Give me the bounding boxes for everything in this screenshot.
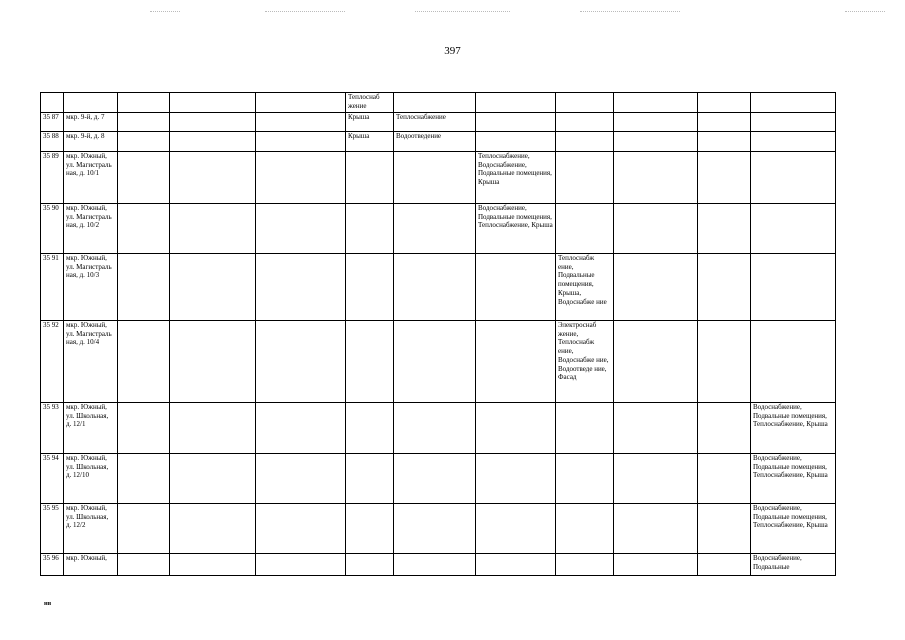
cell-empty [614,403,698,454]
cell-work-type [476,504,556,554]
cell-work-type [556,454,614,504]
cell-empty [118,204,170,254]
cell-empty [614,504,698,554]
cell-work-type: Теплоснабжение [394,113,476,132]
cell-number: 35 93 [41,403,64,454]
cell-work-type [346,504,394,554]
cell-work-type [394,554,476,576]
cell-work-type: Водоснабжение, Подвальные помещения, Теплоснабжение, Крыша [751,454,836,504]
cell-empty [256,403,346,454]
cell-empty [256,93,346,113]
cell-address: мкр. Южный, ул. Школьная, д. 12/1 [64,403,118,454]
cell-empty [170,504,256,554]
cell-work-type [394,93,476,113]
cell-work-type [346,554,394,576]
cell-address: мкр. Южный, ул. Магистраль ная, д. 10/1 [64,152,118,204]
cell-empty [170,403,256,454]
table-row [41,152,836,204]
cell-work-type [394,403,476,454]
cell-empty [698,454,751,504]
cell-work-type: Крыша [346,132,394,152]
cell-work-type: Водоснабжение, Подвальные помещения, Теплоснабжение, Крыша [476,204,556,254]
cell-empty [614,113,698,132]
cell-work-type [394,254,476,321]
cell-empty [118,132,170,152]
cell-number: 35 95 [41,504,64,554]
cell-number: 35 92 [41,321,64,403]
cell-work-type [751,113,836,132]
data-table [40,92,836,576]
cell-empty [256,454,346,504]
cell-work-type [476,113,556,132]
cell-empty [170,454,256,504]
cell-number: 35 91 [41,254,64,321]
cell-work-type [556,152,614,204]
cell-work-type: Электроснаб жение, Теплоснабж ение, Водоснабже ние, Водоотведе ние, Фасад [556,321,614,403]
cell-address: мкр. Южный, ул. Школьная, д. 12/10 [64,454,118,504]
cell-work-type: Водоснабжение, Подвальные помещения, Теплоснабжение, Крыша [751,504,836,554]
cell-empty [698,204,751,254]
scan-artifact [580,11,680,13]
cell-work-type [556,204,614,254]
cell-work-type [346,403,394,454]
table-row [41,93,836,113]
cell-address: мкр. 9-й, д. 8 [64,132,118,152]
cell-empty [614,204,698,254]
cell-address: мкр. 9-й, д. 7 [64,113,118,132]
cell-empty [698,113,751,132]
table-row [41,113,836,132]
table-row [41,204,836,254]
cell-work-type [476,403,556,454]
cell-empty [118,454,170,504]
cell-work-type [476,321,556,403]
cell-empty [614,132,698,152]
cell-work-type [751,152,836,204]
cell-work-type [751,254,836,321]
cell-number: 35 87 [41,113,64,132]
cell-empty [118,504,170,554]
cell-work-type: Теплоснабж ение, Подвальные помещения, Крыша, Водоснабже ние [556,254,614,321]
cell-address: мкр. Южный, ул. Магистраль ная, д. 10/4 [64,321,118,403]
cell-empty [698,554,751,576]
cell-work-type [476,132,556,152]
scan-artifact [265,11,345,13]
cell-empty [170,554,256,576]
cell-number: 35 89 [41,152,64,204]
cell-address [64,93,118,113]
cell-empty [170,204,256,254]
table-body [41,93,836,576]
cell-empty [118,254,170,321]
cell-empty [698,93,751,113]
cell-empty [614,254,698,321]
cell-work-type: Водоотведение [394,132,476,152]
table-row [41,132,836,152]
cell-work-type [751,321,836,403]
cell-work-type [476,554,556,576]
table-row [41,321,836,403]
cell-empty [170,152,256,204]
cell-work-type: Водоснабжение, Подвальные [751,554,836,576]
cell-empty [170,113,256,132]
cell-work-type [751,132,836,152]
table-row [41,554,836,576]
cell-work-type [394,454,476,504]
cell-work-type [346,454,394,504]
cell-empty [256,132,346,152]
cell-empty [256,152,346,204]
cell-empty [118,554,170,576]
cell-empty [698,403,751,454]
cell-empty [118,93,170,113]
scan-artifact [415,11,510,13]
cell-number: 35 88 [41,132,64,152]
cell-empty [614,321,698,403]
cell-work-type [556,113,614,132]
cell-empty [698,504,751,554]
cell-work-type [556,504,614,554]
cell-empty [170,321,256,403]
cell-empty [256,504,346,554]
cell-address: мкр. Южный, ул. Магистраль ная, д. 10/3 [64,254,118,321]
cell-work-type [476,93,556,113]
cell-empty [256,204,346,254]
cell-empty [118,403,170,454]
table-row [41,454,836,504]
cell-work-type: Теплоснаб жение [346,93,394,113]
cell-work-type [556,554,614,576]
page-number: 397 [444,45,461,57]
cell-work-type [346,204,394,254]
cell-empty [170,254,256,321]
cell-work-type [556,403,614,454]
cell-work-type: Крыша [346,113,394,132]
cell-work-type: Водоснабжение, Подвальные помещения, Теплоснабжение, Крыша [751,403,836,454]
cell-number: 35 96 [41,554,64,576]
scan-artifact [150,11,180,13]
footer-mark: нв [44,600,52,607]
cell-empty [256,321,346,403]
cell-empty [698,132,751,152]
table-row [41,403,836,454]
cell-empty [614,554,698,576]
cell-empty [614,152,698,204]
table-row [41,504,836,554]
cell-work-type [394,152,476,204]
cell-work-type [394,321,476,403]
cell-work-type [394,504,476,554]
cell-address: мкр. Южный, [64,554,118,576]
cell-empty [614,93,698,113]
cell-work-type [751,204,836,254]
cell-work-type [476,454,556,504]
cell-work-type [394,204,476,254]
cell-number [41,93,64,113]
cell-address: мкр. Южный, ул. Школьная, д. 12/2 [64,504,118,554]
cell-work-type: Теплоснабжение, Водоснабжение, Подвальные помещения, Крыша [476,152,556,204]
cell-work-type [476,254,556,321]
cell-empty [698,152,751,204]
cell-empty [256,554,346,576]
cell-empty [170,132,256,152]
cell-work-type [346,321,394,403]
cell-work-type [556,132,614,152]
cell-work-type [556,93,614,113]
cell-address: мкр. Южный, ул. Магистраль ная, д. 10/2 [64,204,118,254]
cell-empty [256,254,346,321]
cell-empty [170,93,256,113]
cell-empty [614,454,698,504]
cell-empty [698,321,751,403]
cell-empty [118,152,170,204]
cell-empty [118,321,170,403]
cell-number: 35 94 [41,454,64,504]
scan-artifact [845,11,885,13]
cell-number: 35 90 [41,204,64,254]
cell-empty [118,113,170,132]
cell-work-type [346,254,394,321]
cell-empty [698,254,751,321]
cell-work-type [346,152,394,204]
cell-work-type [751,93,836,113]
table-row [41,254,836,321]
cell-empty [256,113,346,132]
